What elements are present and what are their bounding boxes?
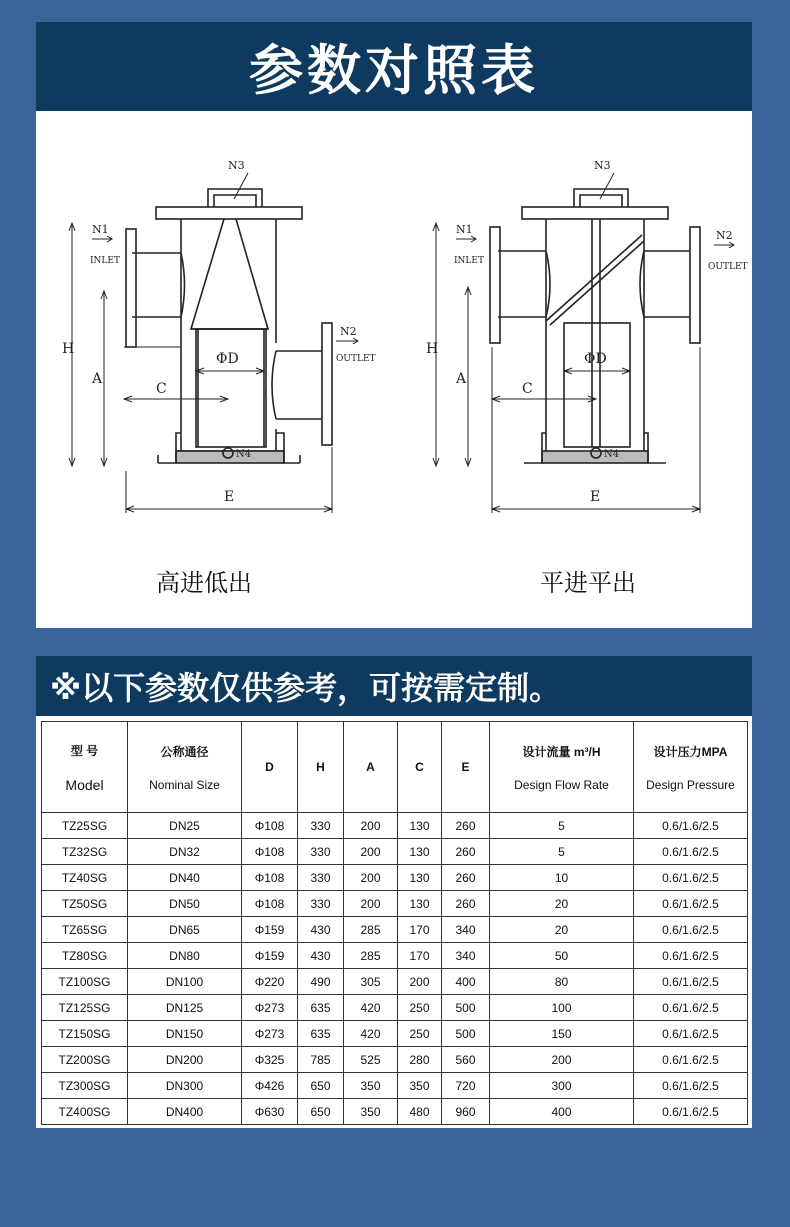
label-e: E — [224, 489, 235, 505]
table-cell: 130 — [398, 813, 442, 839]
label-a: A — [456, 371, 467, 387]
header-nominal-size: 公称通径 Nominal Size — [128, 722, 242, 813]
label-d: ΦD — [216, 351, 239, 367]
table-cell: 0.6/1.6/2.5 — [634, 995, 748, 1021]
table-cell: 285 — [344, 943, 398, 969]
header-d: D — [242, 722, 298, 813]
table-cell: TZ65SG — [42, 917, 128, 943]
table-cell: DN80 — [128, 943, 242, 969]
table-cell: 560 — [442, 1047, 490, 1073]
label-n4: N4 — [604, 449, 620, 460]
table-cell: 300 — [490, 1073, 634, 1099]
table-cell: 720 — [442, 1073, 490, 1099]
label-n1: N1 — [92, 223, 109, 236]
table-row — [42, 839, 748, 865]
bottom-background — [0, 1128, 790, 1227]
table-cell: TZ80SG — [42, 943, 128, 969]
table-cell: 480 — [398, 1099, 442, 1125]
table-cell: 960 — [442, 1099, 490, 1125]
table-cell: DN65 — [128, 917, 242, 943]
table-cell: 635 — [298, 995, 344, 1021]
table-row — [42, 943, 748, 969]
table-cell: 0.6/1.6/2.5 — [634, 1073, 748, 1099]
table-cell: TZ400SG — [42, 1099, 128, 1125]
header-flow-rate: 设计流量 m³/H Design Flow Rate — [490, 722, 634, 813]
table-cell: 0.6/1.6/2.5 — [634, 813, 748, 839]
table-row — [42, 891, 748, 917]
table-cell: 20 — [490, 891, 634, 917]
table-row — [42, 813, 748, 839]
header-pressure: 设计压力MPA Design Pressure — [634, 722, 748, 813]
table-cell: 400 — [442, 969, 490, 995]
table-cell: Φ108 — [242, 891, 298, 917]
label-inlet: INLET — [90, 256, 120, 266]
table-cell: Φ220 — [242, 969, 298, 995]
table-cell: 0.6/1.6/2.5 — [634, 839, 748, 865]
table-cell: 650 — [298, 1099, 344, 1125]
table-cell: 150 — [490, 1021, 634, 1047]
table-cell: 250 — [398, 1021, 442, 1047]
table-cell: 170 — [398, 943, 442, 969]
label-h: H — [426, 341, 439, 357]
table-row — [42, 1099, 748, 1125]
table-cell: 340 — [442, 943, 490, 969]
label-n2: N2 — [716, 229, 733, 242]
table-cell: DN125 — [128, 995, 242, 1021]
table-cell: TZ50SG — [42, 891, 128, 917]
table-cell: 0.6/1.6/2.5 — [634, 1047, 748, 1073]
table-cell: 260 — [442, 865, 490, 891]
table-cell: 0.6/1.6/2.5 — [634, 917, 748, 943]
table-cell: 5 — [490, 813, 634, 839]
table-cell: 350 — [344, 1099, 398, 1125]
label-n4: N4 — [236, 449, 252, 460]
table-cell: TZ200SG — [42, 1047, 128, 1073]
table-cell: TZ150SG — [42, 1021, 128, 1047]
table-cell: DN300 — [128, 1073, 242, 1099]
table-cell: Φ108 — [242, 813, 298, 839]
table-cell: 10 — [490, 865, 634, 891]
label-c: C — [522, 381, 533, 397]
table-cell: 0.6/1.6/2.5 — [634, 1021, 748, 1047]
table-cell: 200 — [344, 813, 398, 839]
table-cell: Φ273 — [242, 1021, 298, 1047]
table-cell: 330 — [298, 865, 344, 891]
table-cell: Φ630 — [242, 1099, 298, 1125]
table-cell: 20 — [490, 917, 634, 943]
page-title: 参数对照表 — [36, 22, 752, 111]
label-outlet: OUTLET — [336, 354, 376, 364]
table-cell: 340 — [442, 917, 490, 943]
table-cell: DN40 — [128, 865, 242, 891]
table-cell: 500 — [442, 1021, 490, 1047]
table-cell: 350 — [344, 1073, 398, 1099]
table-cell: 500 — [442, 995, 490, 1021]
table-cell: 0.6/1.6/2.5 — [634, 865, 748, 891]
label-c: C — [156, 381, 167, 397]
table-cell: 420 — [344, 995, 398, 1021]
note-banner: ※以下参数仅供参考，可按需定制。 — [36, 656, 752, 716]
table-cell: 420 — [344, 1021, 398, 1047]
table-cell: TZ40SG — [42, 865, 128, 891]
table-row — [42, 865, 748, 891]
table-cell: DN50 — [128, 891, 242, 917]
table-cell: 0.6/1.6/2.5 — [634, 891, 748, 917]
table-cell: 400 — [490, 1099, 634, 1125]
label-inlet: INLET — [454, 256, 484, 266]
table-cell: DN200 — [128, 1047, 242, 1073]
table-cell: TZ32SG — [42, 839, 128, 865]
label-n1: N1 — [456, 223, 473, 236]
table-cell: 50 — [490, 943, 634, 969]
table-cell: 200 — [344, 891, 398, 917]
table-cell: DN32 — [128, 839, 242, 865]
table-cell: 330 — [298, 813, 344, 839]
table-cell: 635 — [298, 1021, 344, 1047]
table-cell: 170 — [398, 917, 442, 943]
table-cell: 260 — [442, 891, 490, 917]
table-cell: Φ325 — [242, 1047, 298, 1073]
spec-table — [41, 721, 748, 1125]
table-cell: 285 — [344, 917, 398, 943]
table-row — [42, 1021, 748, 1047]
table-cell: 200 — [490, 1047, 634, 1073]
table-cell: 430 — [298, 917, 344, 943]
table-row — [42, 1073, 748, 1099]
table-cell: Φ426 — [242, 1073, 298, 1099]
header-h: H — [298, 722, 344, 813]
table-row — [42, 1047, 748, 1073]
table-cell: 490 — [298, 969, 344, 995]
table-cell: 305 — [344, 969, 398, 995]
table-cell: 280 — [398, 1047, 442, 1073]
table-cell: 250 — [398, 995, 442, 1021]
table-cell: TZ100SG — [42, 969, 128, 995]
table-row — [42, 917, 748, 943]
table-cell: 785 — [298, 1047, 344, 1073]
table-cell: DN400 — [128, 1099, 242, 1125]
table-cell: 330 — [298, 839, 344, 865]
header-e: E — [442, 722, 490, 813]
table-cell: Φ108 — [242, 839, 298, 865]
table-cell: 260 — [442, 813, 490, 839]
label-h: H — [62, 341, 75, 357]
header-c: C — [398, 722, 442, 813]
table-cell: 130 — [398, 891, 442, 917]
table-cell: 5 — [490, 839, 634, 865]
table-cell: 200 — [398, 969, 442, 995]
label-a: A — [92, 371, 103, 387]
right-strainer-drawing — [394, 111, 752, 551]
table-cell: Φ159 — [242, 943, 298, 969]
header-model: 型 号 Model — [42, 722, 128, 813]
table-cell: 130 — [398, 865, 442, 891]
table-cell: Φ273 — [242, 995, 298, 1021]
table-cell: 0.6/1.6/2.5 — [634, 969, 748, 995]
table-cell: Φ159 — [242, 917, 298, 943]
label-e: E — [590, 489, 601, 505]
table-cell: 130 — [398, 839, 442, 865]
table-cell: 0.6/1.6/2.5 — [634, 943, 748, 969]
table-body — [42, 813, 748, 1125]
table-cell: TZ300SG — [42, 1073, 128, 1099]
left-caption: 高进低出 — [156, 569, 252, 597]
header-a: A — [344, 722, 398, 813]
table-panel — [36, 716, 752, 1128]
table-header-row — [42, 722, 748, 813]
table-cell: DN100 — [128, 969, 242, 995]
table-cell: 350 — [398, 1073, 442, 1099]
table-cell: Φ108 — [242, 865, 298, 891]
table-cell: 0.6/1.6/2.5 — [634, 1099, 748, 1125]
label-outlet: OUTLET — [708, 262, 748, 272]
diagram-panel — [36, 111, 752, 628]
table-cell: 200 — [344, 839, 398, 865]
table-cell: TZ25SG — [42, 813, 128, 839]
label-d: ΦD — [584, 351, 607, 367]
table-cell: DN150 — [128, 1021, 242, 1047]
table-cell: 100 — [490, 995, 634, 1021]
label-n2: N2 — [340, 325, 357, 338]
table-cell: 430 — [298, 943, 344, 969]
table-cell: 260 — [442, 839, 490, 865]
table-row — [42, 969, 748, 995]
table-cell: 200 — [344, 865, 398, 891]
label-n3: N3 — [594, 159, 611, 172]
table-cell: 650 — [298, 1073, 344, 1099]
table-cell: TZ125SG — [42, 995, 128, 1021]
table-row — [42, 995, 748, 1021]
right-caption: 平进平出 — [540, 569, 636, 597]
left-strainer-drawing — [36, 111, 394, 551]
table-cell: 330 — [298, 891, 344, 917]
table-cell: 525 — [344, 1047, 398, 1073]
table-cell: 80 — [490, 969, 634, 995]
table-cell: DN25 — [128, 813, 242, 839]
label-n3: N3 — [228, 159, 245, 172]
